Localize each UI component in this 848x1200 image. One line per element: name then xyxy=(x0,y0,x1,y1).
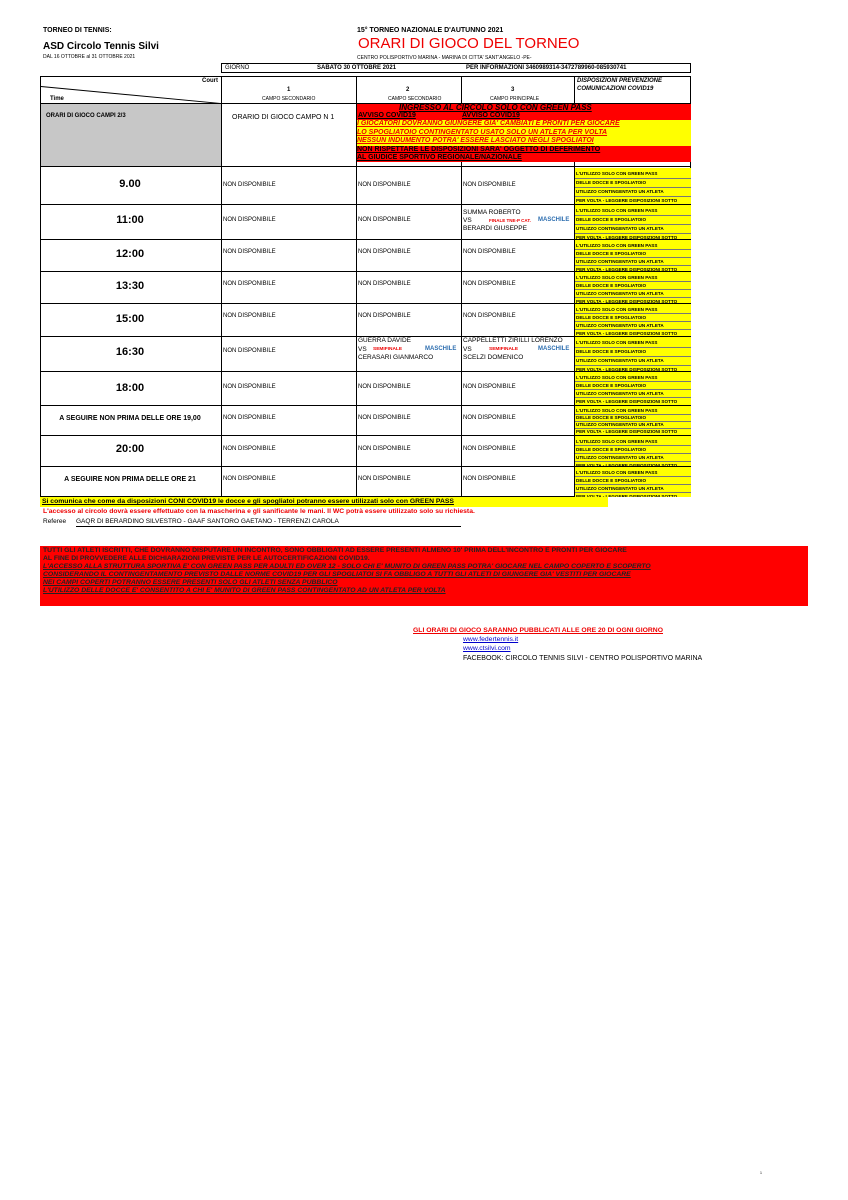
schedule-date: SABATO 30 OTTOBRE 2021 xyxy=(317,65,397,71)
court-1-number: 1 xyxy=(287,87,291,93)
disposizioni-line: DELLE DOCCE E SPOGLIATOIO xyxy=(575,477,691,485)
disposizioni-line: UTILIZZO CONTINGENTATO UN ATLETA xyxy=(575,422,691,429)
notice-yellow-line: LO SPOGLIATOIO CONTINGENTATO USATO SOLO UN ATLETA PER VOLTA xyxy=(357,128,608,136)
warning-line: L'ACCESSO ALLA STRUTTURA SPORTIVA E' CON GREEN PASS PER ADULTI ED OVER 12 - SOLO CHI E' MUNITO DI GREEN PASS POTRA' GIOCARE NEL CAMPO COPERTO E SCOPERTO xyxy=(43,563,651,570)
federtennis-link[interactable]: www.federtennis.it xyxy=(463,636,519,643)
disposizioni-line: DELLE DOCCE E SPOGLIATOIO xyxy=(575,314,691,322)
covid-disposizioni-cell xyxy=(575,406,691,435)
covid-warning-block xyxy=(40,546,808,606)
court-2-slot: NON DISPONIBILE xyxy=(358,415,411,421)
disposizioni-line: PER VOLTA - LEGGERE DISPOSIZIONI SOTTO xyxy=(575,366,691,371)
giorno-label: GIORNO xyxy=(225,65,250,71)
disposizioni-line: PER VOLTA - LEGGERE DISPOSIZIONI SOTTO xyxy=(575,197,691,204)
header-left-title: TORNEO DI TENNIS: xyxy=(43,27,112,34)
disposizioni-line: UTILIZZO CONTINGENTATO UN ATLETA xyxy=(575,258,691,266)
warning-line: TUTTI GLI ATLETI ISCRITTI, CHE DOVRANNO DISPUTARE UN INCONTRO, SONO OBBLIGATI AD ESSERE PRESENTI ALMENO 10' PRIMA DELL'INCONTRO E PRONTI PER GIOCARE xyxy=(43,547,627,554)
court-2-slot: NON DISPONIBILE xyxy=(358,313,411,319)
referee-names: GAQR DI BERARDINO SILVESTRO - GAAF SANTORO GAETANO - TERRENZI CAROLA xyxy=(76,518,339,525)
disposizioni-line: PER VOLTA - LEGGERE DISPOSIZIONI SOTTO xyxy=(575,493,691,497)
court-1-slot: NON DISPONIBILE xyxy=(223,281,276,287)
match-player-2: CERASARI GIANMARCO xyxy=(358,354,434,361)
time-slot: 18:00 xyxy=(115,382,145,394)
time-slot: 20:00 xyxy=(115,443,145,455)
disposizioni-line: DELLE DOCCE E SPOGLIATOIO xyxy=(575,282,691,290)
disposizioni-line: L'UTILIZZO SOLO CON GREEN PASS xyxy=(575,306,691,314)
court-2-slot: NON DISPONIBILE xyxy=(358,249,411,255)
tournament-name: 15° TORNEO NAZIONALE D'AUTUNNO 2021 xyxy=(357,27,504,34)
match-player-1: GUERRA DAVIDE xyxy=(358,337,411,344)
court-1-slot: NON DISPONIBILE xyxy=(223,446,276,452)
facebook-info: FACEBOOK: CIRCOLO TENNIS SILVI - CENTRO POLISPORTIVO MARINA xyxy=(463,655,703,662)
court-3-slot: NON DISPONIBILE xyxy=(463,313,516,319)
ingresso-banner xyxy=(357,104,691,112)
disposizioni-line: UTILIZZO CONTINGENTATO UN ATLETA xyxy=(575,188,691,197)
disposizioni-line: DELLE DOCCE E SPOGLIATOIO xyxy=(575,179,691,188)
match-category: MASCHILE xyxy=(538,346,570,352)
court-2-slot: NON DISPONIBILE xyxy=(358,217,411,223)
court-2-slot: NON DISPONIBILE xyxy=(358,446,411,452)
disposizioni-line: UTILIZZO CONTINGENTATO UN ATLETA xyxy=(575,322,691,330)
court-3-slot: NON DISPONIBILE xyxy=(463,446,516,452)
time-label: Time xyxy=(50,96,64,102)
disposizioni-line: DELLE DOCCE E SPOGLIATOIO xyxy=(575,250,691,258)
covid-disposizioni-cell xyxy=(575,436,691,466)
time-slot: 12:00 xyxy=(115,248,145,260)
disposizioni-line: PER VOLTA - LEGGERE DISPOSIZIONI SOTTO xyxy=(575,398,691,405)
court-3-slot: NON DISPONIBILE xyxy=(463,476,516,482)
disposizioni-line: L'UTILIZZO SOLO CON GREEN PASS xyxy=(575,274,691,282)
warning-line: CONSIDERANDO IL CONTINGENTAMENTO PREVISTO DALLE NORME COVID19 PER GLI SPOGLIATOI SI FA OBBLIGO A TUTTI GLI ATLETI DI GIUNGERE GIA' VESTITI PER GIOCARE xyxy=(43,571,631,578)
court-1-slot: NON DISPONIBILE xyxy=(223,313,276,319)
covid-disposizioni-cell xyxy=(575,372,691,405)
disposizioni-line: PER VOLTA - LEGGERE DISPOSIZIONI SOTTO xyxy=(575,330,691,336)
covid-disposizioni-cell xyxy=(575,240,691,271)
disposizioni-line: PER VOLTA - LEGGERE DISPOSIZIONI SOTTO xyxy=(575,266,691,271)
notice-yellow-line: I GIOCATORI DOVRANNO GIUNGERE GIA' CAMBIATI E PRONTI PER GIOCARE xyxy=(357,120,620,127)
covid-disposizioni-cell xyxy=(575,205,691,239)
disposizioni-line: L'UTILIZZO SOLO CON GREEN PASS xyxy=(575,374,691,382)
court-1-slot: NON DISPONIBILE xyxy=(223,182,276,188)
match-vs: VS xyxy=(463,346,472,353)
disposizioni-line: L'UTILIZZO SOLO CON GREEN PASS xyxy=(575,207,691,216)
covid-red-notice xyxy=(357,146,691,162)
green-pass-note xyxy=(40,497,608,507)
court-2-slot: NON DISPONIBILE xyxy=(358,384,411,390)
notice-yellow-line: NESSUN INDUMENTO POTRA' ESSERE LASCIATO NEGLI SPOGLIATOI xyxy=(357,137,594,145)
disposizioni-line: UTILIZZO CONTINGENTATO UN ATLETA xyxy=(575,454,691,462)
court-label: Court xyxy=(202,78,218,84)
disposizioni-line: DELLE DOCCE E SPOGLIATOIO xyxy=(575,382,691,390)
time-slot: A SEGUIRE NON PRIMA DELLE ORE 19,00 xyxy=(59,415,201,422)
court-2-slot: NON DISPONIBILE xyxy=(358,182,411,188)
disposizioni-title: DISPOSIZIONI PREVENZIONE xyxy=(577,78,663,84)
court-3-slot: NON DISPONIBILE xyxy=(463,182,516,188)
match-player-2: SCELZI DOMENICO xyxy=(463,354,524,361)
court-3-number: 3 xyxy=(511,87,515,93)
time-slot: 9.00 xyxy=(119,178,141,190)
disposizioni-line: DELLE DOCCE E SPOGLIATOIO xyxy=(575,348,691,357)
orari-campi-label: ORARI DI GIOCO CAMPI 2/3 xyxy=(46,113,126,119)
match-player-1: SUMMA ROBERTO xyxy=(463,209,521,216)
disposizioni-line: UTILIZZO CONTINGENTATO UN ATLETA xyxy=(575,357,691,366)
match-vs: VS xyxy=(358,346,367,353)
page-number: 1 xyxy=(760,1171,762,1175)
match-category: MASCHILE xyxy=(425,346,457,352)
disposizioni-line: UTILIZZO CONTINGENTATO UN ATLETA xyxy=(575,290,691,298)
disposizioni-line: L'UTILIZZO SOLO CON GREEN PASS xyxy=(575,339,691,348)
match-round: FINALE TNE-P CAT. xyxy=(489,218,531,223)
info-phones: PER INFORMAZIONI 3460989314-3472789960-085930741 xyxy=(466,65,627,71)
match-player-2: BERARDI GIUSEPPE xyxy=(463,225,527,232)
court-2-slot: NON DISPONIBILE xyxy=(358,281,411,287)
disposizioni-line: UTILIZZO CONTINGENTATO UN ATLETA xyxy=(575,225,691,234)
warning-line: AL FINE DI PROVVEDERE ALLE DICHIARAZIONI PREVISTE PER LE AUTOCERTIFICAZIONI COVID19. xyxy=(43,555,370,562)
court-1-name: CAMPO SECONDARIO xyxy=(262,96,316,102)
avviso-2: AVVISO COVID19 xyxy=(462,112,520,119)
court-1-slot: NON DISPONIBILE xyxy=(223,217,276,223)
court-1-slot: NON DISPONIBILE xyxy=(223,348,276,354)
tournament-dates: DAL 16 OTTOBRE al 31 OTTOBRE 2021 xyxy=(43,54,136,60)
disposizioni-line: PER VOLTA - LEGGERE DISPOSIZIONI SOTTO xyxy=(575,429,691,435)
time-slot: 15:00 xyxy=(115,313,145,325)
disposizioni-line: L'UTILIZZO SOLO CON GREEN PASS xyxy=(575,438,691,446)
court-1-slot: NON DISPONIBILE xyxy=(223,249,276,255)
disposizioni-line: L'UTILIZZO SOLO CON GREEN PASS xyxy=(575,469,691,477)
disposizioni-line: DELLE DOCCE E SPOGLIATOIO xyxy=(575,446,691,454)
info-bar xyxy=(221,63,691,73)
match-category: MASCHILE xyxy=(538,217,570,223)
court-3-slot: NON DISPONIBILE xyxy=(463,415,516,421)
avviso-banner xyxy=(357,112,691,120)
covid-disposizioni-cell xyxy=(575,304,691,336)
court-2-number: 2 xyxy=(406,87,410,93)
disposizioni-line: L'UTILIZZO SOLO CON GREEN PASS xyxy=(575,408,691,415)
disposizioni-line: PER VOLTA - LEGGERE DISPOSIZIONI SOTTO xyxy=(575,234,691,239)
court-1-slot: NON DISPONIBILE xyxy=(223,476,276,482)
covid-yellow-notice xyxy=(357,120,691,146)
covid-disposizioni-cell xyxy=(575,272,691,303)
court-1-slot: NON DISPONIBILE xyxy=(223,415,276,421)
disposizioni-line: L'UTILIZZO SOLO CON GREEN PASS xyxy=(575,170,691,179)
orario-campo-1: ORARIO DI GIOCO CAMPO N 1 xyxy=(232,114,335,121)
court-2-name: CAMPO SECONDARIO xyxy=(388,96,442,102)
ingresso-text: INGRESSO AL CIRCOLO SOLO CON GREEN PASS xyxy=(399,103,592,112)
venue: CENTRO POLISPORTIVO MARINA - MARINA DI CITTA' SANT'ANGELO -PE- xyxy=(357,55,532,61)
court-3-slot: NON DISPONIBILE xyxy=(463,384,516,390)
referee-label: Referee xyxy=(43,518,67,525)
disposizioni-line: L'UTILIZZO SOLO CON GREEN PASS xyxy=(575,242,691,250)
covid-disposizioni-cell xyxy=(575,168,691,204)
time-slot: 16:30 xyxy=(115,346,145,358)
match-player-1: CAPPELLETTI ZIRILLI LORENZO xyxy=(463,337,563,344)
disposizioni-line: DELLE DOCCE E SPOGLIATOIO xyxy=(575,216,691,225)
match-round: SEMIFINALE xyxy=(373,347,403,352)
access-note: L'accesso al circolo dovrà essere effettuato con la mascherina e gli sanificante le mani. Il WC potrà essere utilizzato solo su richiesta. xyxy=(43,508,475,515)
match-round: SEMIFINALE xyxy=(489,347,519,352)
court-2-slot: NON DISPONIBILE xyxy=(358,476,411,482)
avviso-1: AVVISO COVID19 xyxy=(358,112,416,119)
match-vs: VS xyxy=(463,217,472,224)
disposizioni-line: UTILIZZO CONTINGENTATO UN ATLETA xyxy=(575,485,691,493)
comunicazioni-title: COMUNICAZIONI COVID19 xyxy=(577,86,654,92)
time-slot: 11:00 xyxy=(116,214,144,226)
notice-red-line: AL GIUDICE SPORTIVO REGIONALE/NAZIONALE xyxy=(357,154,522,161)
court-3-slot: NON DISPONIBILE xyxy=(463,281,516,287)
covid-disposizioni-cell xyxy=(575,337,691,371)
warning-line: L'UTILIZZO DELLE DOCCE E' CONSENTITO A CHI E' MUNITO DI GREEN PASS CONTINGENTATO AD UN ATLETA PER VOLTA xyxy=(43,587,446,594)
disposizioni-line: DELLE DOCCE E SPOGLIATOIO xyxy=(575,415,691,422)
court-3-name: CAMPO PRINCIPALE xyxy=(490,96,540,102)
time-slot: 13:30 xyxy=(115,280,145,292)
covid-disposizioni-cell xyxy=(575,467,691,497)
disposizioni-line: PER VOLTA - LEGGERE DISPOSIZIONI SOTTO xyxy=(575,462,691,466)
club-name: ASD Circolo Tennis Silvi xyxy=(43,41,159,52)
green-pass-text: Si comunica che come da disposizioni CONI COVID19 le docce e gli spogliatoi potranno essere utilizzati solo con GREEN PASS xyxy=(42,498,454,505)
time-slot: A SEGUIRE NON PRIMA DELLE ORE 21 xyxy=(64,476,196,483)
court-3-slot: NON DISPONIBILE xyxy=(463,249,516,255)
warning-line: NEI CAMPI COPERTI POTRANNO ESSERE PRESENTI SOLO GLI ATLETI SENZA PUBBLICO xyxy=(43,579,338,586)
court-1-slot: NON DISPONIBILE xyxy=(223,384,276,390)
publish-note: GLI ORARI DI GIOCO SARANNO PUBBLICATI ALLE ORE 20 DI OGNI GIORNO xyxy=(413,627,663,634)
disposizioni-line: PER VOLTA - LEGGERE DISPOSIZIONI SOTTO xyxy=(575,298,691,303)
ctsilvi-link[interactable]: www.ctsilvi.com xyxy=(463,645,511,652)
page-title: ORARI DI GIOCO DEL TORNEO xyxy=(358,35,580,52)
notice-red-line: NON RISPETTARE LE DISPOSIZIONI SARA' OGGETTO DI DEFERIMENTO xyxy=(357,146,601,153)
disposizioni-line: UTILIZZO CONTINGENTATO UN ATLETA xyxy=(575,390,691,398)
